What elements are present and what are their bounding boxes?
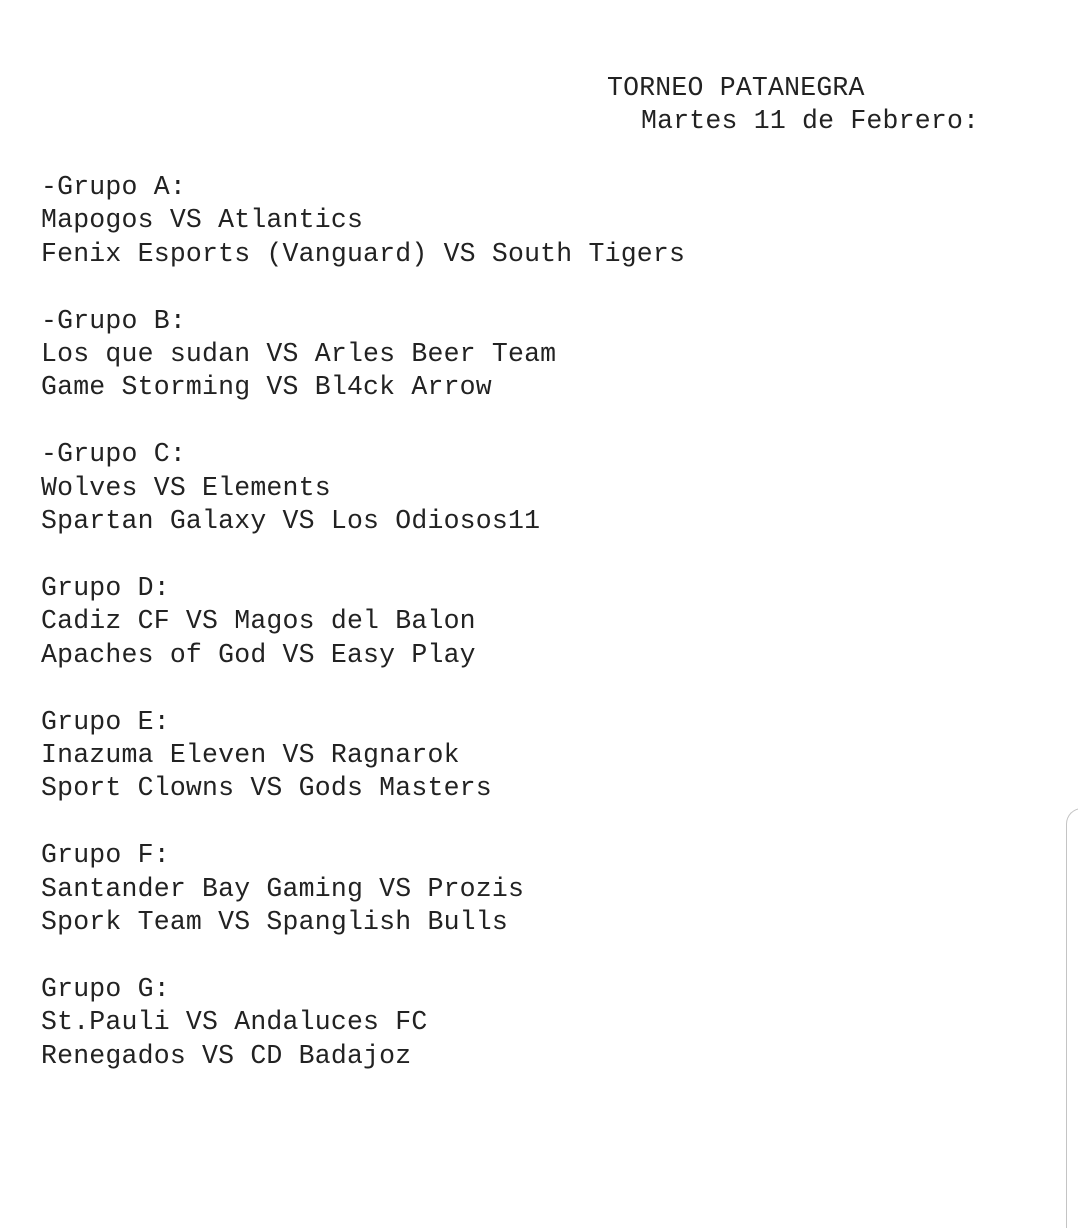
match-line: Renegados VS CD Badajoz <box>41 1040 412 1071</box>
match-line: Santander Bay Gaming VS Prozis <box>41 873 525 904</box>
match-date: Martes 11 de Febrero: <box>641 106 980 136</box>
match-line: Los que sudan VS Arles Beer Team <box>41 339 557 370</box>
group-b <box>41 305 1041 405</box>
group-heading: Grupo D: <box>41 573 170 604</box>
group-heading: -Grupo C: <box>41 439 186 470</box>
match-line: Apaches of God VS Easy Play <box>41 639 476 670</box>
match-line: Spork Team VS Spanglish Bulls <box>41 907 508 938</box>
match-line: Wolves VS Elements <box>41 472 331 503</box>
group-heading: Grupo F: <box>41 840 170 871</box>
match-line: St.Pauli VS Andaluces FC <box>41 1007 428 1038</box>
match-line: Inazuma Eleven VS Ragnarok <box>41 740 460 771</box>
group-e <box>41 706 1041 806</box>
match-line: Game Storming VS Bl4ck Arrow <box>41 372 492 403</box>
group-heading: -Grupo B: <box>41 305 186 336</box>
group-a <box>41 171 1041 271</box>
tournament-title: TORNEO PATANEGRA <box>607 73 865 103</box>
group-heading: -Grupo A: <box>41 172 186 202</box>
group-g <box>41 973 1041 1073</box>
groups-list <box>41 171 1041 1107</box>
match-line: Spartan Galaxy VS Los Odiosos11 <box>41 506 541 537</box>
match-line: Cadiz CF VS Magos del Balon <box>41 606 476 637</box>
group-d <box>41 572 1041 672</box>
scroll-handle-edge[interactable] <box>1066 808 1078 1228</box>
match-line: Fenix Esports (Vanguard) VS South Tigers <box>41 238 686 269</box>
group-heading: Grupo E: <box>41 706 170 737</box>
group-f <box>41 839 1041 939</box>
group-c <box>41 438 1041 538</box>
group-heading: Grupo G: <box>41 974 170 1005</box>
match-line: Sport Clowns VS Gods Masters <box>41 773 492 804</box>
match-line: Mapogos VS Atlantics <box>41 205 364 236</box>
